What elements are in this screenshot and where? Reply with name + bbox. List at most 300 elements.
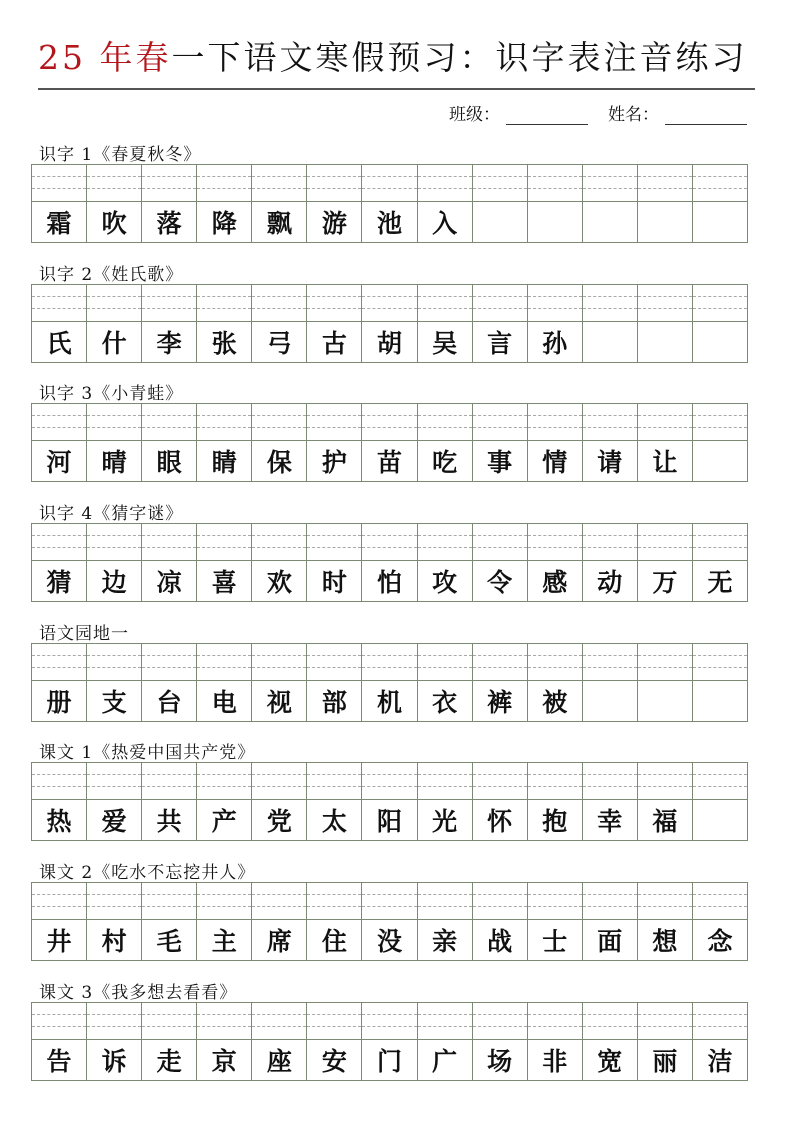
grid-cell (142, 165, 197, 243)
grid-cell (693, 644, 748, 722)
pinyin-writing-area[interactable] (307, 404, 361, 441)
pinyin-writing-area[interactable] (32, 285, 86, 322)
grid-cell (473, 883, 528, 961)
grid-cell (32, 404, 87, 482)
hanzi-character: 裤 (487, 688, 513, 717)
hanzi-character: 无 (707, 568, 733, 597)
hanzi-character: 睛 (211, 448, 237, 477)
grid-cell (307, 285, 362, 363)
hanzi-character: 护 (321, 448, 347, 477)
pinyin-writing-area[interactable] (583, 524, 637, 561)
hanzi-character: 动 (597, 568, 623, 597)
hanzi-character: 面 (597, 927, 623, 956)
section-label: 识字 4《猜字谜》 (39, 504, 184, 524)
pinyin-writing-area[interactable] (32, 1003, 86, 1040)
grid-cell (362, 644, 417, 722)
pinyin-writing-area[interactable] (252, 285, 306, 322)
pinyin-writing-area[interactable] (87, 763, 141, 800)
pinyin-writing-area[interactable] (197, 285, 251, 322)
grid-cell (197, 644, 252, 722)
name-field[interactable] (665, 104, 747, 125)
hanzi-character (638, 322, 692, 362)
hanzi-character: 张 (211, 329, 237, 358)
hanzi-character: 河 (46, 448, 72, 477)
pinyin-writing-area[interactable] (142, 644, 196, 681)
hanzi-character (693, 681, 747, 721)
pinyin-writing-area[interactable] (473, 644, 527, 681)
title-year: 25 年春 (38, 38, 172, 77)
hanzi-character (583, 322, 637, 362)
hanzi-character (693, 202, 747, 242)
page-title (38, 36, 758, 80)
grid-cell (473, 763, 528, 841)
grid-cell (307, 1003, 362, 1081)
grid-cell (87, 763, 142, 841)
grid-cell (307, 404, 362, 482)
pinyin-writing-area[interactable] (638, 165, 692, 202)
grid-cell (583, 883, 638, 961)
hanzi-character: 席 (266, 927, 292, 956)
pinyin-writing-area[interactable] (142, 763, 196, 800)
hanzi-character: 党 (266, 807, 292, 836)
hanzi-character: 京 (211, 1047, 237, 1076)
hanzi-character: 怕 (376, 568, 402, 597)
hanzi-character: 情 (542, 448, 568, 477)
pinyin-writing-area[interactable] (307, 524, 361, 561)
grid-cell (197, 883, 252, 961)
pinyin-writing-area[interactable] (197, 644, 251, 681)
grid-cell (197, 404, 252, 482)
title-main: 一下语文寒假预习：识字表注音练习 (171, 38, 748, 77)
pinyin-writing-area[interactable] (638, 1003, 692, 1040)
hanzi-character (473, 202, 527, 242)
hanzi-character: 念 (707, 927, 733, 956)
pinyin-writing-area[interactable] (362, 404, 416, 441)
hanzi-character: 万 (652, 568, 678, 597)
pinyin-writing-area[interactable] (252, 165, 306, 202)
grid-cell (142, 883, 197, 961)
pinyin-writing-area[interactable] (583, 763, 637, 800)
pinyin-writing-area[interactable] (693, 763, 747, 800)
hanzi-character: 衣 (432, 688, 458, 717)
pinyin-writing-area[interactable] (583, 404, 637, 441)
grid-cell (197, 165, 252, 243)
pinyin-writing-area[interactable] (528, 404, 582, 441)
pinyin-writing-area[interactable] (418, 883, 472, 920)
grid-cell (638, 883, 693, 961)
class-field[interactable] (506, 104, 588, 125)
hanzi-character: 孙 (542, 329, 568, 358)
hanzi-character: 幸 (597, 807, 623, 836)
pinyin-writing-area[interactable] (87, 404, 141, 441)
pinyin-writing-area[interactable] (142, 404, 196, 441)
pinyin-writing-area[interactable] (87, 165, 141, 202)
hanzi-character: 丽 (652, 1047, 678, 1076)
grid-cell (142, 1003, 197, 1081)
grid-cell (638, 644, 693, 722)
hanzi-character: 弓 (266, 329, 292, 358)
hanzi-character: 台 (156, 688, 182, 717)
grid-cell (252, 763, 307, 841)
hanzi-character: 村 (101, 927, 127, 956)
pinyin-writing-area[interactable] (638, 883, 692, 920)
class-label: 班级： (449, 105, 500, 125)
section-label: 识字 1《春夏秋冬》 (39, 145, 202, 165)
grid-cell (32, 524, 87, 602)
hanzi-character: 时 (321, 568, 347, 597)
pinyin-writing-area[interactable] (362, 285, 416, 322)
pinyin-writing-area[interactable] (87, 1003, 141, 1040)
hanzi-character: 士 (542, 927, 568, 956)
hanzi-character: 欢 (266, 568, 292, 597)
hanzi-character: 什 (101, 329, 127, 358)
pinyin-writing-area[interactable] (528, 763, 582, 800)
hanzi-character: 氏 (46, 329, 72, 358)
pinyin-grid (31, 882, 748, 961)
pinyin-writing-area[interactable] (87, 285, 141, 322)
grid-cell (32, 285, 87, 363)
grid-cell (638, 285, 693, 363)
hanzi-character: 视 (266, 688, 292, 717)
grid-cell (197, 1003, 252, 1081)
hanzi-character: 门 (376, 1047, 402, 1076)
hanzi-character: 落 (156, 209, 182, 238)
pinyin-writing-area[interactable] (638, 763, 692, 800)
hanzi-character: 部 (321, 688, 347, 717)
pinyin-writing-area[interactable] (252, 763, 306, 800)
grid-cell (528, 763, 583, 841)
section-label: 课文 2《吃水不忘挖井人》 (39, 863, 256, 883)
grid-cell (362, 524, 417, 602)
pinyin-writing-area[interactable] (307, 165, 361, 202)
grid-cell (638, 404, 693, 482)
pinyin-writing-area[interactable] (142, 1003, 196, 1040)
pinyin-writing-area[interactable] (252, 1003, 306, 1040)
hanzi-character (638, 681, 692, 721)
grid-cell (583, 644, 638, 722)
hanzi-character (583, 202, 637, 242)
pinyin-writing-area[interactable] (693, 165, 747, 202)
pinyin-writing-area[interactable] (638, 285, 692, 322)
grid-cell (362, 883, 417, 961)
grid-cell (638, 524, 693, 602)
grid-cell (87, 524, 142, 602)
pinyin-writing-area[interactable] (197, 165, 251, 202)
hanzi-character: 降 (211, 209, 237, 238)
grid-cell (418, 165, 473, 243)
grid-cell (473, 285, 528, 363)
pinyin-grid (31, 284, 748, 363)
pinyin-writing-area[interactable] (528, 1003, 582, 1040)
grid-cell (583, 763, 638, 841)
grid-cell (418, 763, 473, 841)
grid-cell (252, 404, 307, 482)
hanzi-character: 眼 (156, 448, 182, 477)
hanzi-character: 池 (376, 209, 402, 238)
grid-cell (87, 404, 142, 482)
pinyin-writing-area[interactable] (693, 524, 747, 561)
grid-cell (197, 763, 252, 841)
pinyin-writing-area[interactable] (583, 883, 637, 920)
pinyin-writing-area[interactable] (693, 883, 747, 920)
grid-cell (693, 285, 748, 363)
pinyin-writing-area[interactable] (252, 524, 306, 561)
pinyin-writing-area[interactable] (362, 883, 416, 920)
hanzi-character: 令 (487, 568, 513, 597)
pinyin-writing-area[interactable] (528, 644, 582, 681)
hanzi-character: 让 (652, 448, 678, 477)
hanzi-character: 喜 (211, 568, 237, 597)
hanzi-character: 边 (101, 568, 127, 597)
pinyin-writing-area[interactable] (473, 763, 527, 800)
pinyin-writing-area[interactable] (583, 644, 637, 681)
pinyin-writing-area[interactable] (197, 524, 251, 561)
hanzi-character: 宽 (597, 1047, 623, 1076)
hanzi-character: 李 (156, 329, 182, 358)
hanzi-character: 感 (542, 568, 568, 597)
pinyin-writing-area[interactable] (418, 1003, 472, 1040)
student-info (449, 100, 747, 125)
grid-cell (693, 524, 748, 602)
grid-cell (197, 285, 252, 363)
pinyin-writing-area[interactable] (362, 524, 416, 561)
hanzi-character: 猜 (46, 568, 72, 597)
pinyin-writing-area[interactable] (197, 763, 251, 800)
grid-cell (528, 883, 583, 961)
hanzi-character: 主 (211, 927, 237, 956)
grid-cell (197, 524, 252, 602)
grid-cell (473, 644, 528, 722)
grid-cell (528, 404, 583, 482)
grid-cell (473, 404, 528, 482)
hanzi-character: 住 (321, 927, 347, 956)
pinyin-writing-area[interactable] (418, 165, 472, 202)
grid-cell (32, 763, 87, 841)
pinyin-writing-area[interactable] (638, 404, 692, 441)
pinyin-writing-area[interactable] (473, 165, 527, 202)
grid-cell (583, 404, 638, 482)
grid-cell (473, 165, 528, 243)
pinyin-writing-area[interactable] (693, 1003, 747, 1040)
pinyin-writing-area[interactable] (307, 883, 361, 920)
pinyin-writing-area[interactable] (142, 165, 196, 202)
pinyin-writing-area[interactable] (142, 524, 196, 561)
grid-cell (528, 524, 583, 602)
pinyin-writing-area[interactable] (528, 165, 582, 202)
pinyin-writing-area[interactable] (32, 404, 86, 441)
pinyin-writing-area[interactable] (418, 285, 472, 322)
hanzi-character (693, 322, 747, 362)
hanzi-character: 共 (156, 807, 182, 836)
hanzi-character: 阳 (376, 807, 402, 836)
grid-cell (252, 1003, 307, 1081)
name-label: 姓名： (608, 105, 659, 125)
pinyin-writing-area[interactable] (142, 285, 196, 322)
pinyin-writing-area[interactable] (693, 285, 747, 322)
pinyin-grid (31, 762, 748, 841)
hanzi-character: 保 (266, 448, 292, 477)
hanzi-character: 怀 (487, 807, 513, 836)
grid-cell (693, 1003, 748, 1081)
grid-cell (87, 165, 142, 243)
pinyin-writing-area[interactable] (197, 883, 251, 920)
pinyin-writing-area[interactable] (473, 404, 527, 441)
hanzi-character: 凉 (156, 568, 182, 597)
grid-cell (693, 883, 748, 961)
grid-cell (528, 165, 583, 243)
grid-cell (583, 524, 638, 602)
pinyin-writing-area[interactable] (362, 644, 416, 681)
pinyin-writing-area[interactable] (638, 644, 692, 681)
title-divider (38, 88, 755, 90)
pinyin-writing-area[interactable] (197, 1003, 251, 1040)
grid-cell (418, 404, 473, 482)
hanzi-character (528, 202, 582, 242)
grid-cell (362, 285, 417, 363)
hanzi-character: 没 (376, 927, 402, 956)
hanzi-character: 诉 (101, 1047, 127, 1076)
section-label: 课文 1《热爱中国共产党》 (39, 743, 256, 763)
pinyin-writing-area[interactable] (693, 644, 747, 681)
pinyin-writing-area[interactable] (362, 763, 416, 800)
grid-cell (528, 285, 583, 363)
pinyin-writing-area[interactable] (32, 165, 86, 202)
pinyin-writing-area[interactable] (638, 524, 692, 561)
pinyin-writing-area[interactable] (252, 404, 306, 441)
pinyin-writing-area[interactable] (528, 524, 582, 561)
section-label: 识字 2《姓氏歌》 (39, 265, 184, 285)
grid-cell (693, 763, 748, 841)
hanzi-character: 胡 (376, 329, 402, 358)
grid-cell (693, 404, 748, 482)
pinyin-writing-area[interactable] (583, 165, 637, 202)
hanzi-character: 入 (432, 209, 458, 238)
hanzi-character (638, 202, 692, 242)
hanzi-character: 场 (487, 1047, 513, 1076)
grid-cell (473, 1003, 528, 1081)
grid-cell (142, 644, 197, 722)
hanzi-character: 光 (432, 807, 458, 836)
pinyin-writing-area[interactable] (142, 883, 196, 920)
pinyin-writing-area[interactable] (307, 1003, 361, 1040)
pinyin-writing-area[interactable] (307, 644, 361, 681)
pinyin-writing-area[interactable] (473, 285, 527, 322)
hanzi-character: 广 (432, 1047, 458, 1076)
pinyin-writing-area[interactable] (32, 763, 86, 800)
pinyin-writing-area[interactable] (252, 644, 306, 681)
pinyin-writing-area[interactable] (197, 404, 251, 441)
hanzi-character: 福 (652, 807, 678, 836)
grid-cell (252, 644, 307, 722)
pinyin-writing-area[interactable] (32, 524, 86, 561)
grid-cell (307, 165, 362, 243)
grid-cell (362, 1003, 417, 1081)
pinyin-writing-area[interactable] (528, 883, 582, 920)
pinyin-grid (31, 523, 748, 602)
grid-cell (252, 165, 307, 243)
pinyin-writing-area[interactable] (473, 1003, 527, 1040)
grid-cell (32, 883, 87, 961)
pinyin-writing-area[interactable] (307, 763, 361, 800)
grid-cell (418, 285, 473, 363)
pinyin-writing-area[interactable] (87, 644, 141, 681)
pinyin-writing-area[interactable] (473, 883, 527, 920)
pinyin-writing-area[interactable] (418, 763, 472, 800)
hanzi-character: 安 (321, 1047, 347, 1076)
pinyin-writing-area[interactable] (87, 883, 141, 920)
grid-cell (252, 524, 307, 602)
grid-cell (418, 883, 473, 961)
grid-cell (32, 644, 87, 722)
hanzi-character: 飘 (266, 209, 292, 238)
grid-cell (528, 1003, 583, 1081)
grid-cell (252, 285, 307, 363)
grid-cell (32, 165, 87, 243)
grid-cell (307, 644, 362, 722)
section-label: 课文 3《我多想去看看》 (39, 983, 238, 1003)
hanzi-character: 游 (321, 209, 347, 238)
hanzi-character: 晴 (101, 448, 127, 477)
pinyin-writing-area[interactable] (528, 285, 582, 322)
pinyin-writing-area[interactable] (32, 644, 86, 681)
hanzi-character: 吴 (432, 329, 458, 358)
pinyin-writing-area[interactable] (307, 285, 361, 322)
pinyin-writing-area[interactable] (362, 1003, 416, 1040)
grid-cell (418, 644, 473, 722)
section-label: 语文园地一 (39, 624, 129, 644)
hanzi-character: 毛 (156, 927, 182, 956)
hanzi-character: 册 (46, 688, 72, 717)
grid-cell (418, 524, 473, 602)
pinyin-writing-area[interactable] (252, 883, 306, 920)
grid-cell (362, 404, 417, 482)
grid-cell (418, 1003, 473, 1081)
grid-cell (87, 1003, 142, 1081)
pinyin-writing-area[interactable] (362, 165, 416, 202)
pinyin-writing-area[interactable] (473, 524, 527, 561)
hanzi-character: 古 (321, 329, 347, 358)
hanzi-character: 爱 (101, 807, 127, 836)
pinyin-writing-area[interactable] (87, 524, 141, 561)
grid-cell (583, 165, 638, 243)
pinyin-writing-area[interactable] (693, 404, 747, 441)
pinyin-writing-area[interactable] (418, 644, 472, 681)
hanzi-character: 战 (487, 927, 513, 956)
hanzi-character: 攻 (432, 568, 458, 597)
hanzi-character: 非 (542, 1047, 568, 1076)
pinyin-writing-area[interactable] (583, 1003, 637, 1040)
grid-cell (142, 524, 197, 602)
grid-cell (252, 883, 307, 961)
grid-cell (142, 404, 197, 482)
hanzi-character: 座 (266, 1047, 292, 1076)
grid-cell (307, 763, 362, 841)
pinyin-writing-area[interactable] (418, 524, 472, 561)
pinyin-writing-area[interactable] (583, 285, 637, 322)
grid-cell (87, 285, 142, 363)
grid-cell (693, 165, 748, 243)
grid-cell (87, 883, 142, 961)
hanzi-character: 事 (487, 448, 513, 477)
grid-cell (142, 763, 197, 841)
pinyin-writing-area[interactable] (32, 883, 86, 920)
pinyin-grid (31, 403, 748, 482)
hanzi-character: 洁 (707, 1047, 733, 1076)
hanzi-character: 告 (46, 1047, 72, 1076)
hanzi-character: 请 (597, 448, 623, 477)
pinyin-grid (31, 1002, 748, 1081)
pinyin-writing-area[interactable] (418, 404, 472, 441)
